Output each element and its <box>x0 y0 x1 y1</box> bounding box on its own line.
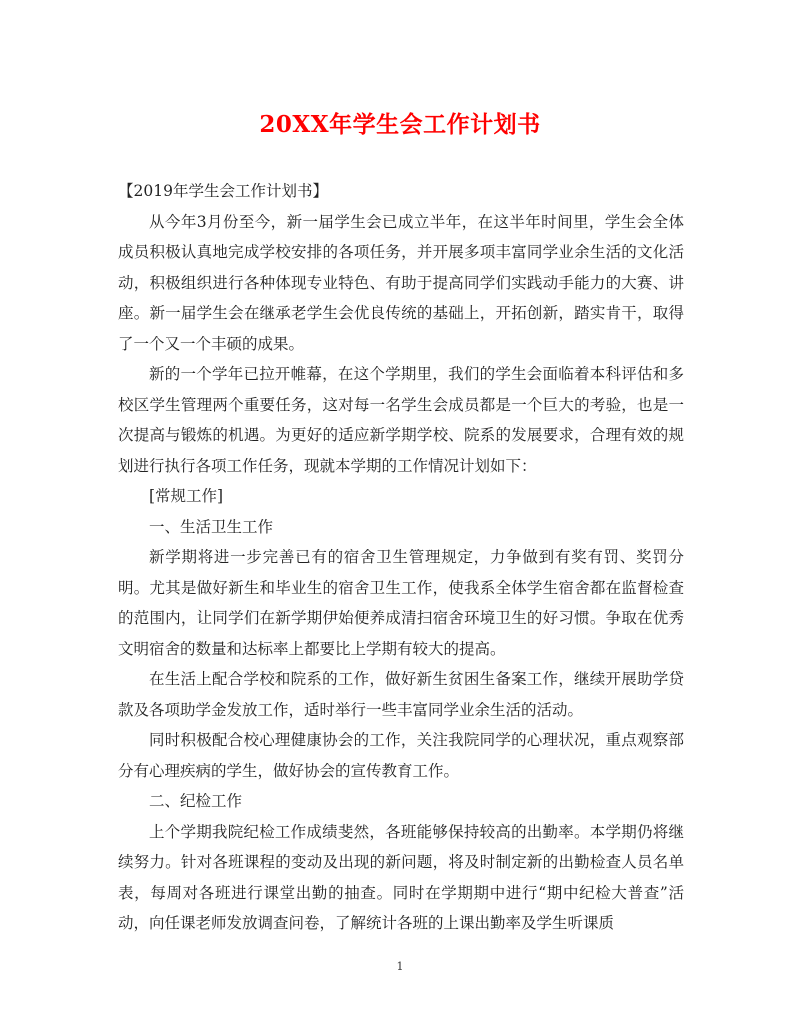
paragraph: 上个学期我院纪检工作成绩斐然，各班能够保持较高的出勤率。本学期仍将继续努力。针对各班课程的变动及出现的新问题，将及时制定新的出勤检查人员名单表，每周对各班进行课堂出勤的抽查。同时在学期期中进行“期中纪检大普查”活动，向任课老师发放调查问卷，了解统计各班的上课出勤率及学生听课质 <box>118 822 684 932</box>
document-body <box>118 176 684 939</box>
page-number: 1 <box>396 960 404 973</box>
paragraph: 从今年3月份至今，新一届学生会已成立半年，在这半年时间里，学生会全体成员积极认真地完成学校安排的各项任务，并开展多项丰富同学业余生活的文化活动，积极组织进行各种体现专业特色、有助于提高同学们实践动手能力的大赛、讲座。新一届学生会在继承老学生会优良传统的基础上，开拓创新，踏实肯干，取得了一个又一个丰硕的成果。 <box>118 212 684 353</box>
paragraph-subtitle: 【2019年学生会工作计划书】 <box>118 182 328 200</box>
paragraph: 新的一个学年已拉开帷幕，在这个学期里，我们的学生会面临着本科评估和多校区学生管理两个重要任务，这对每一名学生会成员都是一个巨大的考验，也是一次提高与锻炼的机遇。为更好的适应新学期学校、院系的发展要求，合理有效的规划进行执行各项工作任务，现就本学期的工作情况计划如下： <box>118 365 684 475</box>
paragraph: 在生活上配合学校和院系的工作，做好新生贫困生备案工作，继续开展助学贷款及各项助学金发放工作，适时举行一些丰富同学业余生活的活动。 <box>118 670 684 719</box>
section-heading: 二、纪检工作 <box>149 792 243 810</box>
section-heading: 一、生活卫生工作 <box>149 517 274 536</box>
document-title: 20XX年学生会工作计划书 <box>259 111 541 138</box>
paragraph: 同时积极配合校心理健康协会的工作，关注我院同学的心理状况，重点观察部分有心理疾病的学生，做好协会的宣传教育工作。 <box>118 731 684 780</box>
section-heading: [常规工作] <box>149 487 224 505</box>
paragraph: 新学期将进一步完善已有的宿舍卫生管理规定，力争做到有奖有罚、奖罚分明。尤其是做好新生和毕业生的宿舍卫生工作，使我系全体学生宿舍都在监督检查的范围内，让同学们在新学期伊始便养成清扫宿舍环境卫生的好习惯。争取在优秀文明宿舍的数量和达标率上都要比上学期有较大的提高。 <box>118 548 684 658</box>
